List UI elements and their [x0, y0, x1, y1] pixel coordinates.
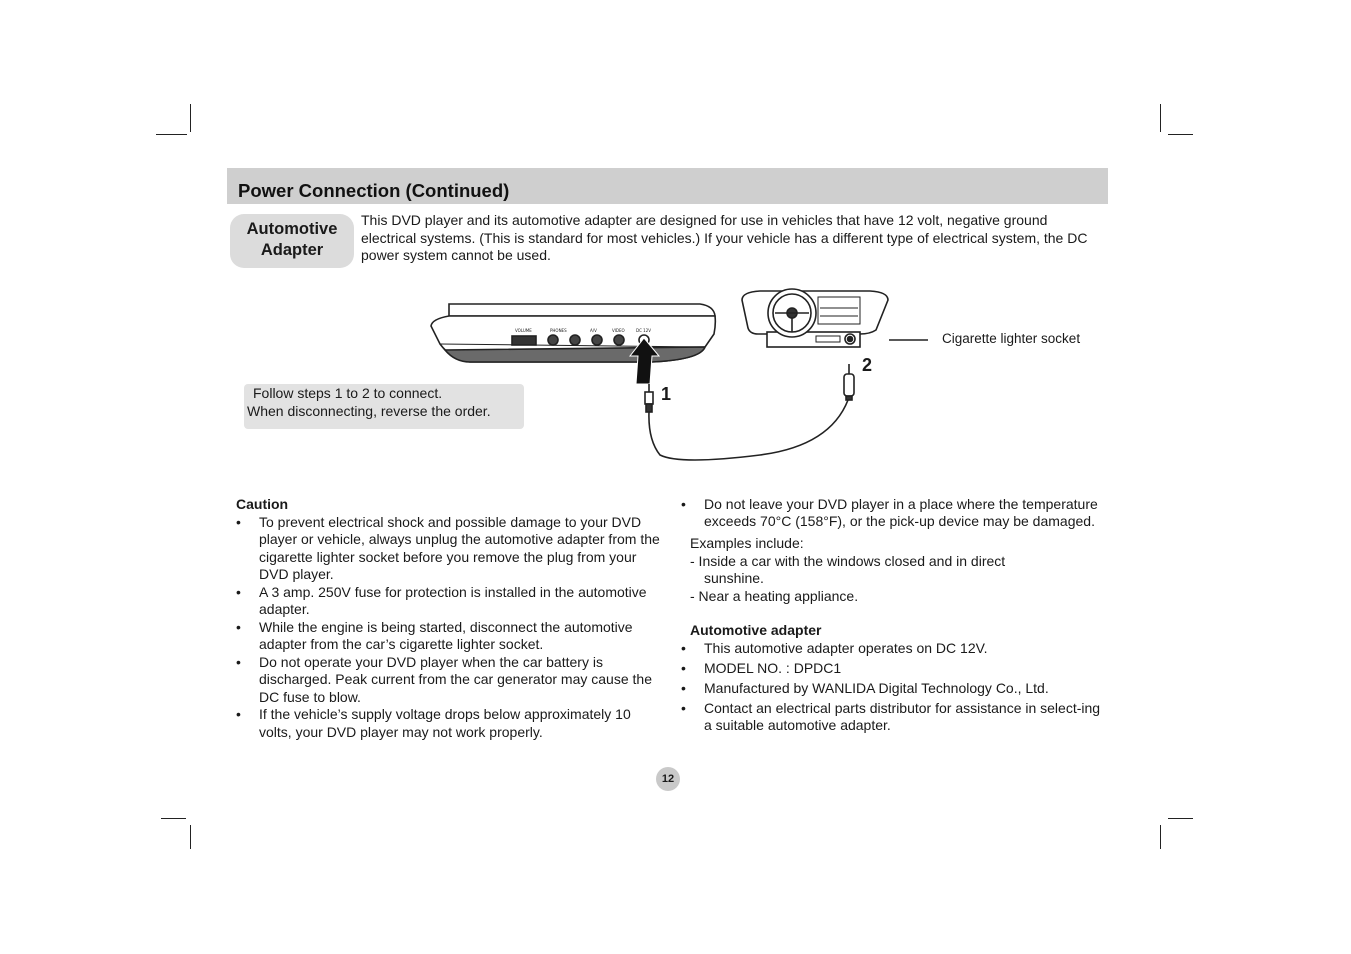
page-number: 12	[656, 767, 680, 791]
example-item: - Inside a car with the windows closed and in direct	[690, 552, 1006, 569]
step-1-label: 1	[661, 384, 672, 404]
adapter-cable	[645, 364, 854, 460]
dvd-player-illustration	[431, 304, 715, 362]
list-item: • This automotive adapter operates on DC 12V.	[681, 640, 1106, 658]
list-item: • Do not operate your DVD player when the car battery is discharged. Peak current from the car generator may cause the DC fuse to blow.	[236, 654, 666, 707]
section-tab-line2: Adapter	[260, 241, 324, 259]
list-item: • If the vehicle’s supply voltage drops below approximately 10 volts, your DVD player may not work properly.	[236, 706, 666, 741]
svg-text:VOLUME: VOLUME	[515, 328, 532, 333]
right-column	[681, 496, 1106, 737]
temperature-list	[681, 496, 1106, 529]
caution-heading: Caution	[236, 496, 289, 512]
svg-text:PHONES: PHONES	[550, 328, 567, 333]
steps-note	[244, 384, 524, 429]
list-item: • Manufactured by WANLIDA Digital Technology Co., Ltd.	[681, 680, 1106, 698]
section-tab-line1: Automotive	[246, 220, 338, 238]
example-item-cont: sunshine.	[704, 570, 764, 586]
caution-list	[236, 514, 666, 742]
svg-text:DC 12V: DC 12V	[636, 328, 651, 333]
list-item: • A 3 amp. 250V fuse for protection is installed in the automotive adapter.	[236, 584, 666, 619]
list-item: • Contact an electrical parts distributor for assistance in select-ing a suitable automotive adapter.	[681, 700, 1106, 735]
svg-text:A/V: A/V	[590, 328, 597, 333]
steps-note-line2: When disconnecting, reverse the order.	[247, 403, 491, 419]
examples-heading: Examples include:	[690, 535, 804, 551]
list-item: • To prevent electrical shock and possible damage to your DVD player or vehicle, always unplug the automotive adapter from the cigarette lighter socket before you remove the plug from your DVD player.	[236, 514, 666, 584]
socket-label: Cigarette lighter socket	[942, 331, 1081, 346]
adapter-heading: Automotive adapter	[690, 622, 822, 638]
page-title: Power Connection (Continued)	[238, 180, 510, 201]
car-dashboard-illustration	[742, 289, 888, 347]
list-item: • MODEL NO. : DPDC1	[681, 660, 1106, 678]
adapter-list	[681, 640, 1106, 735]
intro-paragraph: This DVD player and its automotive adapter are designed for use in vehicles that have 12 volt, negative ground electrical systems. (This is standard for most vehicles.) If your vehicle has a different type of electrical system, the DC power system cannot be used.	[361, 212, 1088, 263]
caution-section	[236, 496, 666, 741]
example-item: - Near a heating appliance.	[690, 587, 859, 604]
list-item: • Do not leave your DVD player in a place where the temperature exceeds 70°C (158°F), or the pick-up device may be damaged.	[681, 496, 1106, 529]
step-2-label: 2	[862, 355, 873, 375]
steps-note-line1: Follow steps 1 to 2 to connect.	[253, 385, 443, 401]
svg-text:VIDEO: VIDEO	[612, 328, 625, 333]
list-item: • While the engine is being started, disconnect the automotive adapter from the car’s cigarette lighter socket.	[236, 619, 666, 654]
